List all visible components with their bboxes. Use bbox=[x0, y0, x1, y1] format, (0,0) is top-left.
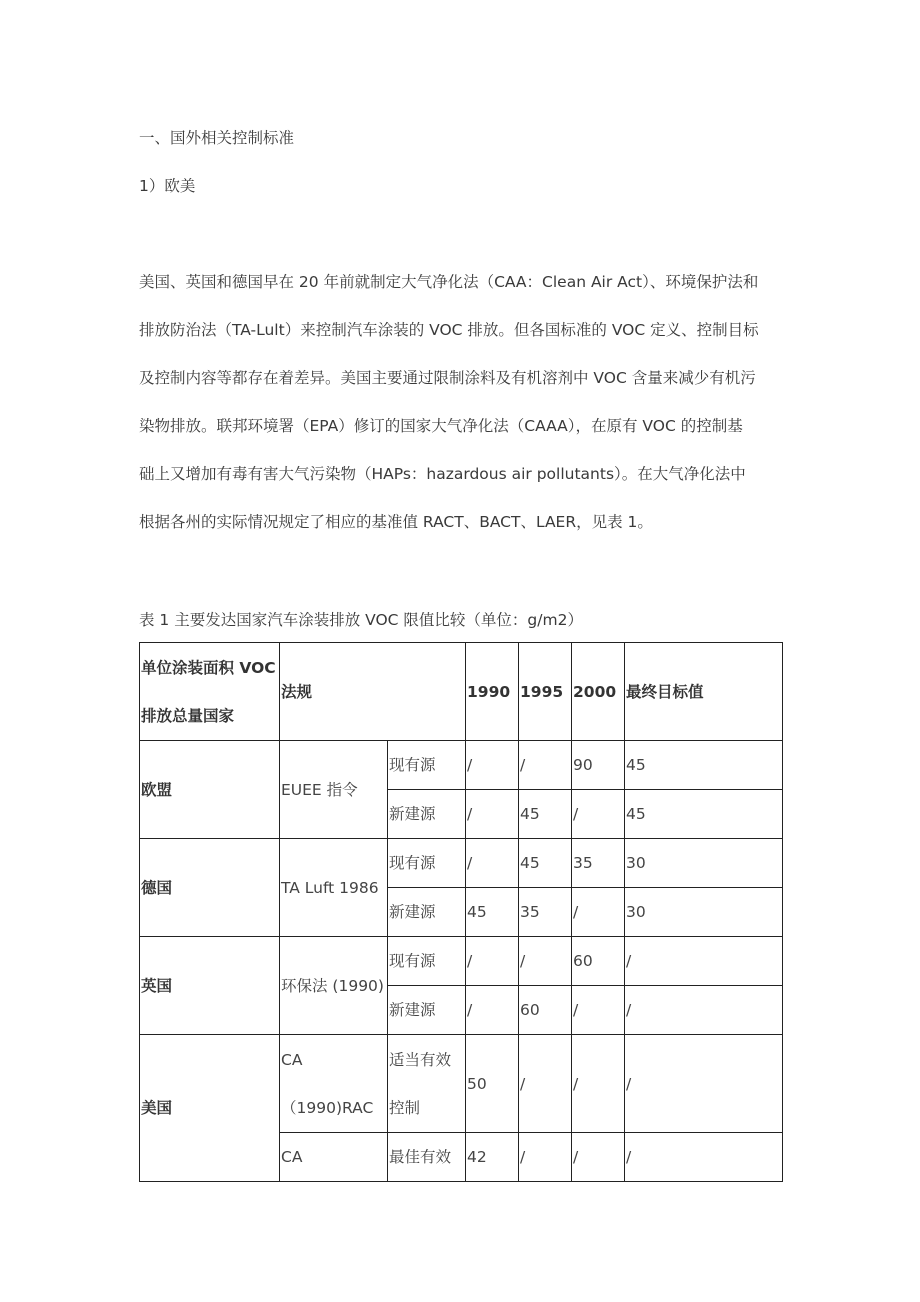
paragraph-line: 美国、英国和德国早在 20 年前就制定大气净化法（CAA：Clean Air Act）、环境保护法和 bbox=[139, 273, 759, 291]
value-1990-cell: / bbox=[466, 986, 519, 1035]
header-regulation: 法规 bbox=[280, 643, 466, 741]
country-cell: 欧盟 bbox=[140, 741, 280, 839]
value-1995-cell: 35 bbox=[519, 888, 572, 937]
value-1990-cell: / bbox=[466, 741, 519, 790]
target-value-cell: 45 bbox=[625, 790, 783, 839]
paragraph-line: 排放防治法（TA-Lult）来控制汽车涂装的 VOC 排放。但各国标准的 VOC 定义、控制目标 bbox=[139, 321, 759, 339]
paragraph-line: 及控制内容等都存在着差异。美国主要通过限制涂料及有机溶剂中 VOC 含量来减少有机污 bbox=[139, 369, 756, 387]
table-caption: 表 1 主要发达国家汽车涂装排放 VOC 限值比较（单位：g/m2） bbox=[139, 611, 583, 629]
value-1990-cell: / bbox=[466, 839, 519, 888]
table-row bbox=[140, 937, 783, 986]
target-value-cell: 30 bbox=[625, 839, 783, 888]
regulation-cell: 环保法 (1990) bbox=[280, 937, 388, 1035]
regulation-cell: TA Luft 1986 bbox=[280, 839, 388, 937]
value-1995-cell: / bbox=[519, 937, 572, 986]
country-cell: 美国 bbox=[140, 1035, 280, 1182]
country-cell: 英国 bbox=[140, 937, 280, 1035]
source-type-cell: 现有源 bbox=[388, 839, 466, 888]
value-1990-cell: 42 bbox=[466, 1133, 519, 1182]
value-1990-cell: / bbox=[466, 937, 519, 986]
value-1995-cell: 45 bbox=[519, 790, 572, 839]
table-row bbox=[140, 741, 783, 790]
value-1995-cell: / bbox=[519, 1133, 572, 1182]
regulation-cell: EUEE 指令 bbox=[280, 741, 388, 839]
target-value-cell: 45 bbox=[625, 741, 783, 790]
header-1990: 1990 bbox=[466, 643, 519, 741]
target-value-cell: / bbox=[625, 1035, 783, 1133]
body-paragraph bbox=[139, 258, 759, 546]
header-country: 单位涂装面积 VOC 排放总量国家 bbox=[140, 643, 280, 741]
value-2000-cell: / bbox=[572, 986, 625, 1035]
header-target: 最终目标值 bbox=[625, 643, 783, 741]
table-row bbox=[140, 839, 783, 888]
value-2000-cell: / bbox=[572, 1133, 625, 1182]
subsection-heading: 1）欧美 bbox=[139, 177, 196, 195]
country-cell: 德国 bbox=[140, 839, 280, 937]
header-2000: 2000 bbox=[572, 643, 625, 741]
target-value-cell: 30 bbox=[625, 888, 783, 937]
source-type-cell: 新建源 bbox=[388, 790, 466, 839]
value-2000-cell: / bbox=[572, 790, 625, 839]
regulation-cell: CA （1990)RAC bbox=[280, 1035, 388, 1133]
source-type-cell: 最佳有效 bbox=[388, 1133, 466, 1182]
value-2000-cell: / bbox=[572, 1035, 625, 1133]
paragraph-line: 础上又增加有毒有害大气污染物（HAPs：hazardous air pollutants）。在大气净化法中 bbox=[139, 465, 746, 483]
value-2000-cell: 60 bbox=[572, 937, 625, 986]
target-value-cell: / bbox=[625, 1133, 783, 1182]
section-heading: 一、国外相关控制标准 bbox=[139, 129, 295, 147]
source-type-cell: 新建源 bbox=[388, 986, 466, 1035]
value-2000-cell: / bbox=[572, 888, 625, 937]
value-1995-cell: / bbox=[519, 741, 572, 790]
header-1995: 1995 bbox=[519, 643, 572, 741]
target-value-cell: / bbox=[625, 986, 783, 1035]
source-type-cell: 现有源 bbox=[388, 741, 466, 790]
value-2000-cell: 35 bbox=[572, 839, 625, 888]
value-2000-cell: 90 bbox=[572, 741, 625, 790]
source-type-cell: 现有源 bbox=[388, 937, 466, 986]
value-1995-cell: 45 bbox=[519, 839, 572, 888]
value-1990-cell: 45 bbox=[466, 888, 519, 937]
source-type-cell: 新建源 bbox=[388, 888, 466, 937]
value-1990-cell: 50 bbox=[466, 1035, 519, 1133]
source-type-cell: 适当有效 控制 bbox=[388, 1035, 466, 1133]
table-header-row bbox=[140, 643, 783, 741]
paragraph-line: 根据各州的实际情况规定了相应的基准值 RACT、BACT、LAER，见表 1。 bbox=[139, 513, 653, 531]
value-1990-cell: / bbox=[466, 790, 519, 839]
value-1995-cell: / bbox=[519, 1035, 572, 1133]
value-1995-cell: 60 bbox=[519, 986, 572, 1035]
target-value-cell: / bbox=[625, 937, 783, 986]
voc-limit-table bbox=[139, 642, 783, 1182]
regulation-cell: CA bbox=[280, 1133, 388, 1182]
paragraph-line: 染物排放。联邦环境署（EPA）修订的国家大气净化法（CAAA），在原有 VOC 的控制基 bbox=[139, 417, 743, 435]
table-row bbox=[140, 1035, 783, 1133]
